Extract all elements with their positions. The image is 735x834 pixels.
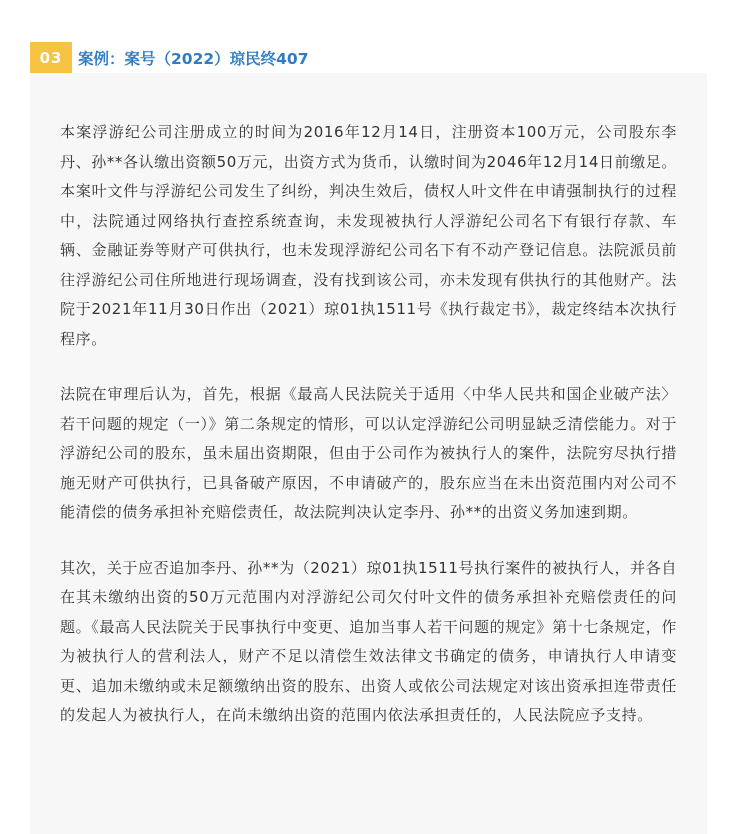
section-number-badge: 03 xyxy=(30,42,72,73)
section-header xyxy=(30,42,309,73)
case-facts-paragraph: 本案浮游纪公司注册成立的时间为2016年12月14日，注册资本100万元，公司股东李丹、孙**各认缴出资额50万元，出资方式为货币，认缴时间为2046年12月14日前缴足。本案叶文件与浮游纪公司发生了纠纷，判决生效后，债权人叶文件在申请强制执行的过程中，法院通过网络执行查控系统查询，未发现被执行人浮游纪公司名下有银行存款、车辆、金融证券等财产可供执行，也未发现浮游纪公司名下有不动产登记信息。法院派员前往浮游纪公司住所地进行现场调查，没有找到该公司，亦未发现有供执行的其他财产。法院于2021年11月30日作出（2021）琼01执1511号《执行裁定书》，裁定终结本次执行程序。 xyxy=(60,123,677,348)
section-title: 案例：案号（2022）琼民终407 xyxy=(78,49,309,68)
court-reasoning-paragraph: 法院在审理后认为，首先，根据《最高人民法院关于适用〈中华人民共和国企业破产法〉若干问题的规定（一）》第二条规定的情形，可以认定浮游纪公司明显缺乏清偿能力。对于浮游纪公司的股东，虽未届出资期限，但由于公司作为被执行人的案件，法院穷尽执行措施无财产可供执行，已具备破产原因，不申请破产的，股东应当在未出资范围内对公司不能清偿的债务承担补充赔偿责任，故法院判决认定李丹、孙**的出资义务加速到期。 xyxy=(60,385,677,521)
case-content-card xyxy=(30,73,707,834)
additional-party-paragraph: 其次，关于应否追加李丹、孙**为（2021）琼01执1511号执行案件的被执行人，并各自在其未缴纳出资的50万元范围内对浮游纪公司欠付叶文件的债务承担补充赔偿责任的问题。《最高人民法院关于民事执行中变更、追加当事人若干问题的规定》第十七条规定，作为被执行人的营利法人，财产不足以清偿生效法律文书确定的债务，申请执行人申请变更、追加未缴纳或未足额缴纳出资的股东、出资人或依公司法规定对该出资承担连带责任的发起人为被执行人，在尚未缴纳出资的范围内依法承担责任的，人民法院应予支持。 xyxy=(60,558,677,724)
